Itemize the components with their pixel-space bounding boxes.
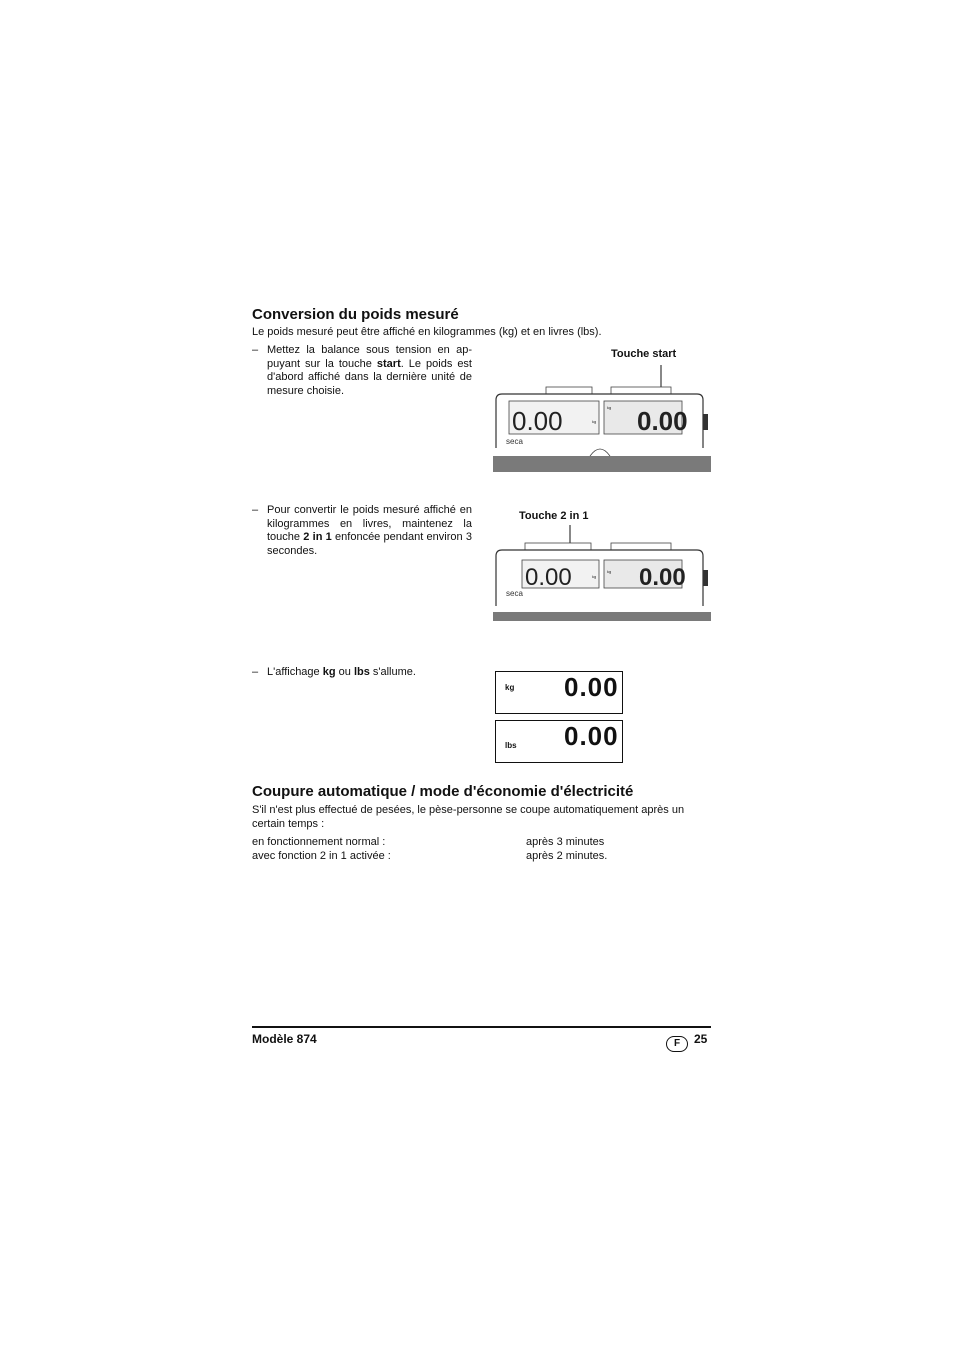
svg-text:0.00: 0.00 xyxy=(637,406,688,436)
svg-text:seca: seca xyxy=(506,589,523,598)
display-lbs xyxy=(495,720,623,763)
footer-lang-badge xyxy=(666,1033,688,1052)
row-label-normal: en fonctionnement normal : xyxy=(252,836,386,848)
svg-text:kg: kg xyxy=(607,405,612,410)
footer-lang: F xyxy=(666,1036,688,1052)
bullet-start: – Mettez la balance sous tension en ap- puyant sur la touche start. Le poids est d'abord affiché dans la dernière unité de mesure choisie. xyxy=(252,344,472,397)
display-lbs-unit: lbs xyxy=(505,741,517,750)
svg-text:kg: kg xyxy=(592,574,597,579)
footer-rule xyxy=(252,1026,711,1028)
svg-text:kg: kg xyxy=(607,569,612,574)
display-kg-unit: kg xyxy=(505,683,515,692)
section-title-conversion: Conversion du poids mesuré xyxy=(252,306,459,323)
intro-conversion: Le poids mesuré peut être affiché en kilogrammes (kg) et en livres (lbs). xyxy=(252,326,602,338)
footer-page-number: 25 xyxy=(694,1032,708,1046)
svg-text:kg: kg xyxy=(592,419,597,424)
display-kg xyxy=(495,671,623,714)
scale-figure-2in1 xyxy=(493,522,711,624)
callout-2in1: Touche 2 in 1 xyxy=(519,510,589,522)
svg-text:0.00: 0.00 xyxy=(525,564,572,591)
display-kg-value: 0.00 xyxy=(564,672,619,702)
row-value-2in1: après 2 minutes. xyxy=(526,850,608,862)
row-value-normal: après 3 minutes xyxy=(526,836,605,848)
svg-text:0.00: 0.00 xyxy=(512,406,563,436)
section-title-auto-off: Coupure automatique / mode d'économie d'électricité xyxy=(252,783,634,800)
svg-text:seca: seca xyxy=(506,437,523,446)
display-lbs-value: 0.00 xyxy=(564,721,619,751)
intro-auto-off: S'il n'est plus effectué de pesées, le pèse-personne se coupe automatiquement après un certain temps : xyxy=(252,804,685,830)
footer-model: Modèle 874 xyxy=(252,1032,317,1046)
bullet-display: – L'affichage kg ou lbs s'allume. xyxy=(252,666,416,678)
callout-start: Touche start xyxy=(611,348,677,360)
row-label-2in1: avec fonction 2 in 1 activée : xyxy=(252,850,391,862)
bullet-2in1: – Pour convertir le poids mesuré affiché en kilogrammes en livres, maintenez la touche 2 in 1 enfoncée pendant environ 3 secondes. xyxy=(252,504,473,557)
svg-text:0.00: 0.00 xyxy=(639,564,686,591)
scale-figure-start xyxy=(493,360,711,474)
